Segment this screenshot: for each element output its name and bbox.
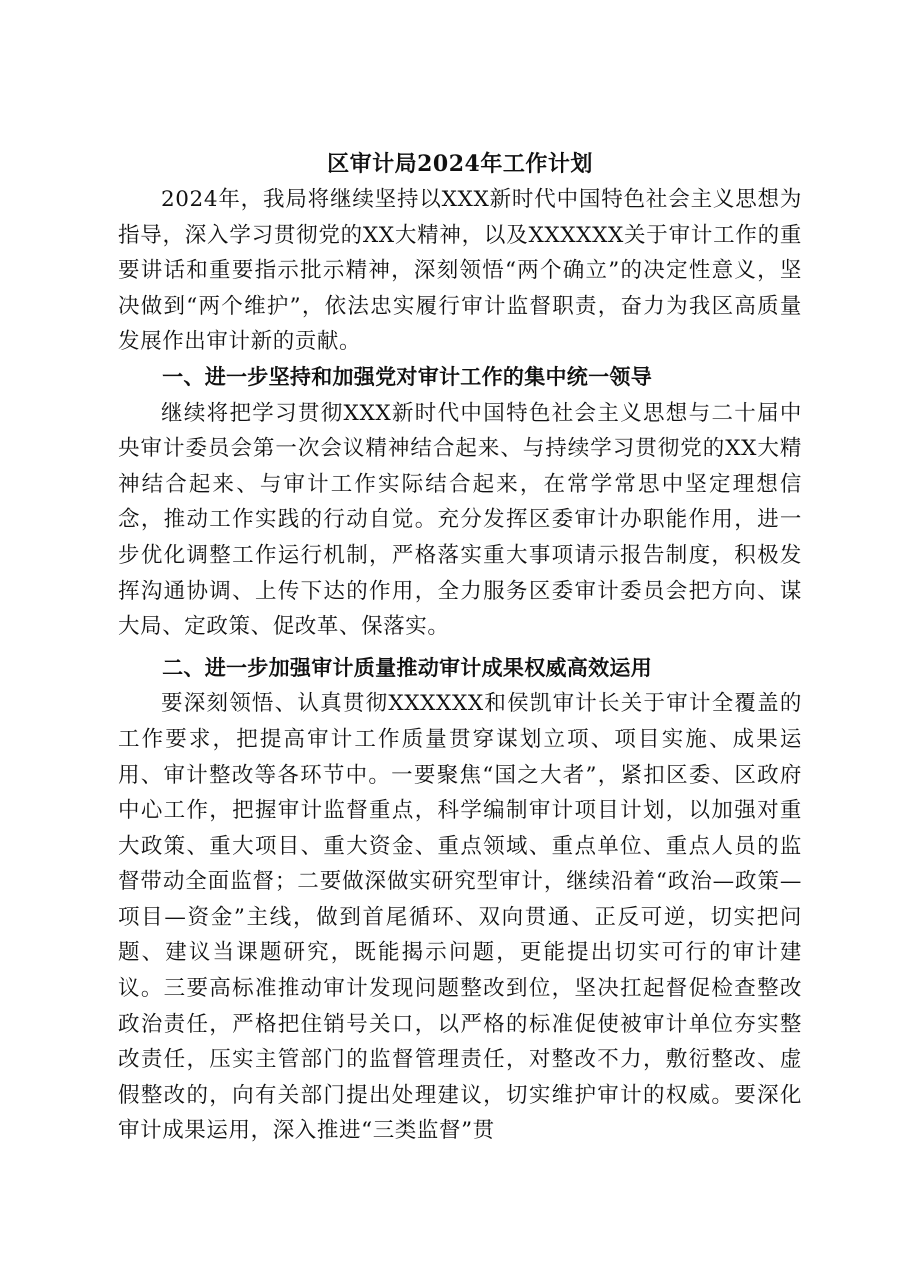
section-1-heading: 一、进一步坚持和加强党对审计工作的集中统一领导	[162, 364, 652, 389]
intro-paragraph: 2024年，我局将继续坚持以XXX新时代中国特色社会主义思想为指导，深入学习贯彻党的XX大精神，以及XXXXXX关于审计工作的重要讲话和重要指示批示精神，深刻领悟“两个确立”的决定性意义，坚决做到“两个维护”，依法忠实履行审计监督职责，奋力为我区高质量发展作出审计新的贡献。	[118, 187, 802, 355]
section-2-heading: 二、进一步加强审计质量推动审计成果权威高效运用	[162, 655, 652, 680]
section-1-body: 继续将把学习贯彻XXX新时代中国特色社会主义思想与二十届中央审计委员会第一次会议精神结合起来、与持续学习贯彻党的XX大精神结合起来、与审计工作实际结合起来，在常学常思中坚定理想信念，推动工作实践的行动自觉。充分发挥区委审计办职能作用，进一步优化调整工作运行机制，严格落实重大事项请示报告制度，积极发挥沟通协调、上传下达的作用，全力服务区委审计委员会把方向、谋大局、定政策、促改革、保落实。	[118, 400, 802, 640]
document-title: 区审计局2024年工作计划	[327, 151, 593, 177]
document-content	[118, 146, 802, 1149]
section-2-body: 要深刻领悟、认真贯彻XXXXXX和侯凯审计长关于审计全覆盖的工作要求，把提高审计工作质量贯穿谋划立项、项目实施、成果运用、审计整改等各环节中。一要聚焦“国之大者”，紧扣区委、区政府中心工作，把握审计监督重点，科学编制审计项目计划，以加强对重大政策、重大项目、重大资金、重点领域、重点单位、重点人员的监督带动全面监督；二要做深做实研究型审计，继续沿着“政治—政策—项目—资金”主线，做到首尾循环、双向贯通、正反可逆，切实把问题、建议当课题研究，既能揭示问题，更能提出切实可行的审计建议。三要高标准推动审计发现问题整改到位，坚决扛起督促检查整改政治责任，严格把住销号关口，以严格的标准促使被审计单位夯实整改责任，压实主管部门的监督管理责任，对整改不力，敷衍整改、虚假整改的，向有关部门提出处理建议，切实维护审计的权威。要深化审计成果运用，深入推进“三类监督”贯	[118, 691, 802, 1144]
